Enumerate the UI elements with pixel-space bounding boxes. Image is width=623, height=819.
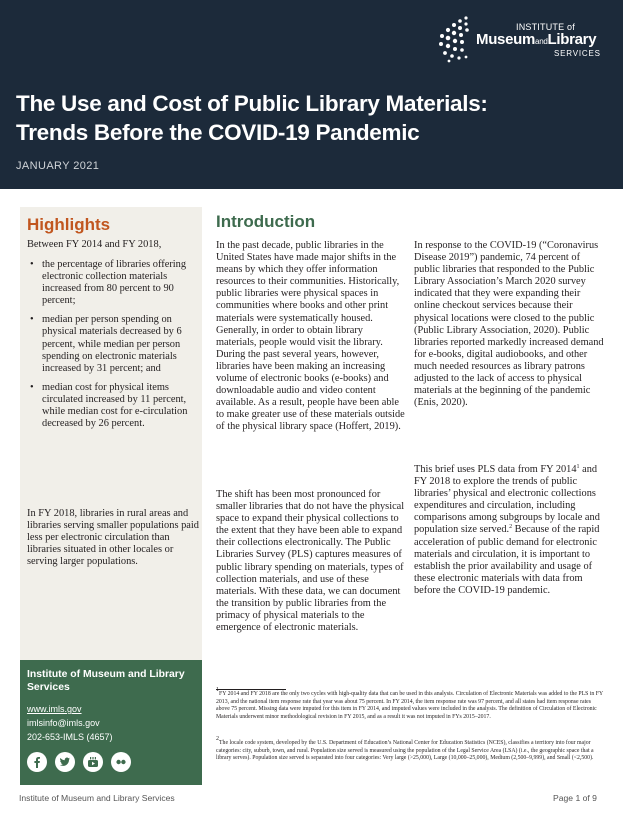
page-number: Page 1 of 9: [553, 793, 597, 803]
footnote-2-text: The locale code system, developed by the U.S. Department of Education’s National Center for Education Statistics (NCES), classifies a territory into four major categories: city, suburb, town, and rural. Population size served is measured using the population of the Legal Service Area (LSA) (i.e., the geographic space that a library serves). Population size served is separated into four categories: Very large (>25,000), Large (10,000–25,000), Medium (2,500–9,999), and Small (<2,500).: [216, 740, 594, 762]
col2-p2-text-a: This brief uses PLS data from FY 2014: [414, 464, 577, 475]
report-header: [0, 0, 623, 189]
page-title-line2: Trends Before the COVID-19 Pandemic: [16, 120, 420, 145]
highlight-bullet: • median cost for physical items circulated increased by 11 percent, while median cost for e-circulation decreased by 26 percent.: [27, 382, 199, 430]
website-link[interactable]: www.imls.gov: [27, 704, 82, 714]
contact-org-name: Institute of Museum and Library Services: [27, 669, 185, 693]
intro-col1-paragraph2: The shift has been most pronounced for smaller libraries that do not have the physical space to expand their physical collections to the extent that they have been able to expand their collections electronically. The Public Libraries Survey (PLS) captures measures of public library spending on materials, types of collection materials, and use of these materials. With these data, we can document the transition by public libraries from the primacy of physical materials to the emergence of electronic materials.: [216, 489, 405, 634]
introduction-heading: Introduction: [216, 212, 316, 231]
col2-p2-text-c: Because of the rapid acceleration of public demand for electronic materials and circulation, it is important to establish the prior availability and usage of these electronic materials with data from before the COVID-19 pandemic.: [414, 524, 600, 596]
highlights-paragraph: In FY 2018, libraries in rural areas and libraries serving smaller populations paid less per electronic circulation than libraries situated in other locales or serving larger populations.: [27, 508, 199, 567]
imls-logo[interactable]: [436, 14, 616, 64]
highlight-bullet: • median per person spending on physical materials decreased by 6 percent, while median per person spending on electronic materials increased by 31 percent; and: [27, 314, 199, 374]
social-links: [27, 752, 131, 772]
facebook-icon[interactable]: [27, 752, 47, 772]
phone-number: 202-653-IMLS (4657): [27, 732, 113, 742]
logo-and-word: and: [535, 37, 548, 46]
logo-institute-text: INSTITUTE of: [516, 22, 575, 32]
intro-col2-paragraph2: [414, 464, 604, 597]
logo-dots-icon: [436, 14, 472, 64]
footnote-1-text: FY 2014 and FY 2018 are the only two cycles with high-quality data that can be used in this analysis. Circulation of Electronic Materials was added to the PLS in FY 2013, and the national item response rate that year was about 75 percent. In FY 2014, the item response rate was 97 percent, and all states had item response rates above 75 percent. Missing data were imputed for this item in FY 2014, and imputed values were included in the analysis. The definition of Circulation of Electronic Materials underwent minor methodological revision in FY 2015, and as a result it was not imputed in FYs 2015–2017.: [216, 691, 603, 720]
youtube-icon[interactable]: [83, 752, 103, 772]
logo-library-word: Library: [547, 31, 597, 48]
logo-museum-word: Museum: [476, 31, 536, 48]
flickr-icon[interactable]: [111, 752, 131, 772]
footnote-ref-2[interactable]: 2: [509, 524, 513, 531]
footnote-ref-1[interactable]: 1: [576, 464, 580, 470]
footnote-2: [216, 736, 604, 763]
publication-date: JANUARY 2021: [16, 160, 100, 172]
email-link[interactable]: imlsinfo@imls.gov: [27, 718, 100, 728]
logo-services-text: SERVICES: [554, 49, 601, 58]
highlights-heading: Highlights: [27, 215, 111, 234]
twitter-icon[interactable]: [55, 752, 75, 772]
intro-col1-paragraph1: In the past decade, public libraries in the United States have made major shifts in the means by which they offer information resources to their communities. Historically, public libraries were physical spaces in communities where books and other print materials were systematically housed. Generally, in order to obtain library materials, people would visit the library. During the past several years, however, libraries have been making an increasing volume of electronic books (e-books) and downloadable audio and video content available. As a result, people have been able to make greater use of these materials outside of the physical library space (Hoffert, 2019).: [216, 240, 405, 433]
col2-p2-text-b: and FY 2018 to explore the trends of public libraries’ physical and electronic collections expenditures and circulation, including comparisons among subgroups by locale and population size served.: [414, 464, 600, 536]
footer-org-name: Institute of Museum and Library Services: [19, 793, 175, 803]
contact-box: [20, 660, 202, 785]
footnote-1: [216, 687, 604, 721]
logo-name-text: [476, 32, 601, 49]
highlights-list: [27, 259, 199, 437]
page-title: [16, 89, 616, 147]
highlights-intro: Between FY 2014 and FY 2018,: [27, 239, 162, 250]
footnote-1-mark: 1: [216, 687, 219, 693]
intro-col2-paragraph1: In response to the COVID-19 (“Coronavirus Disease 2019”) pandemic, 74 percent of public libraries that responded to the Public Library Association’s March 2020 survey indicated that they were expanding their online checkout services because their physical locations were closed to the public (Public Library Association, 2020). Public libraries reported markedly increased demand for e-books, digital audiobooks, and other much needed resources as library patrons adjusted to the lack of access to physical materials at the beginning of the pandemic (Enis, 2020).: [414, 240, 604, 409]
footnote-2-mark: 2: [216, 736, 219, 742]
page-title-line1: The Use and Cost of Public Library Materials:: [16, 91, 488, 116]
highlight-bullet: • the percentage of libraries offering electronic collection materials increased from 80 percent to 90 percent;: [27, 259, 199, 307]
logo-wordmark: [476, 22, 601, 58]
